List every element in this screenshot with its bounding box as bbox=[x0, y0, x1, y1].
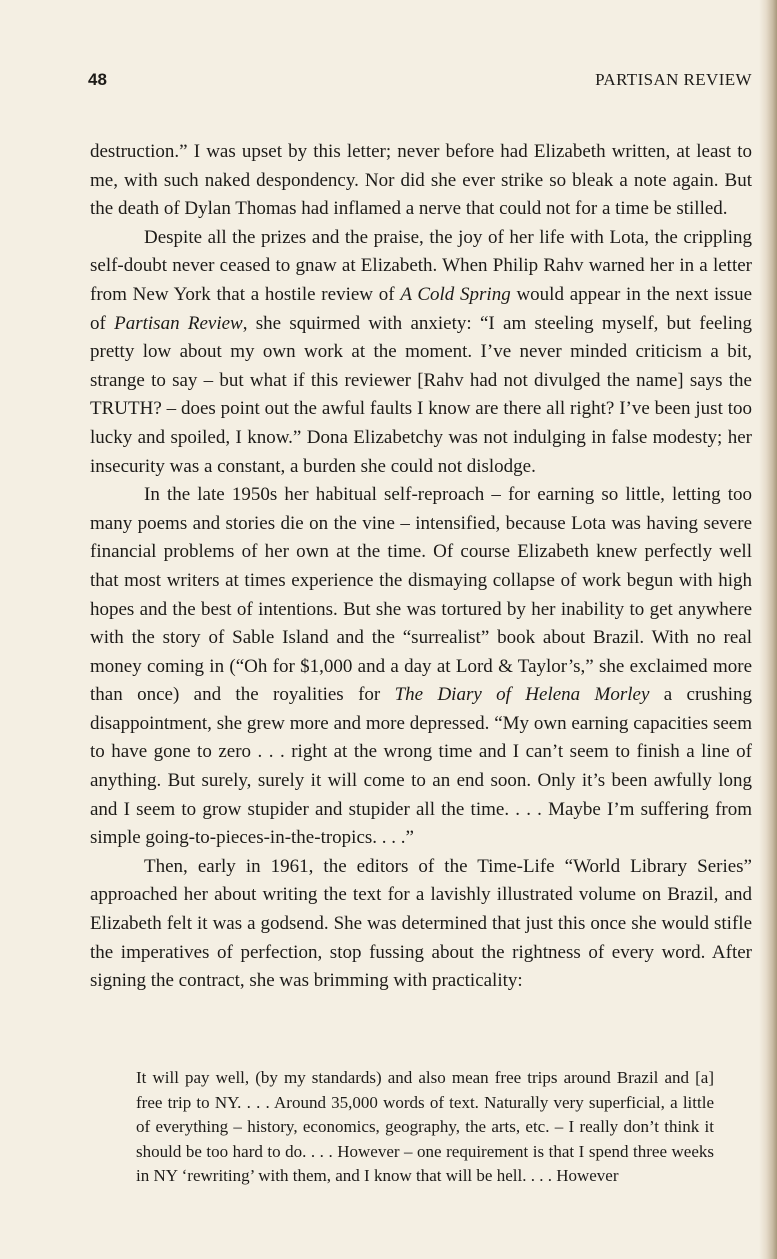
block-quote: It will pay well, (by my standards) and also mean free trips around Brazil and [a] free trip to NY. . . . Around 35,000 words of text. Naturally very superficial, a little of everything – history, economics, geography, the arts, etc. – I really don’t think it should be too hard to do. . . . However – one requirement is that I spend three weeks in NY ‘rewriting’ with them, and I know that will be hell. . . . However bbox=[136, 1068, 714, 1186]
text-run: In the late 1950s her habitual self-reproach – for earning so little, letting too many poems and stories die on the vine – intensified, because Lota was having severe financial problems of her own at the time. Of course Elizabeth knew perfectly well that most writers at times experience the dismaying collapse of work begun with high hopes and the best of intentions. But she was tortured by her inability to get anywhere with the story of Sable Island and the “surrealist” book about Brazil. With no real money coming in (“Oh for $1,000 and a day at Lord & Taylor’s,” she exclaimed more than once) and the royalities for bbox=[90, 484, 752, 706]
body-text bbox=[90, 138, 752, 996]
paragraph bbox=[90, 224, 752, 481]
italic-title: A Cold Spring bbox=[400, 283, 511, 305]
italic-title: Partisan Review bbox=[114, 312, 243, 334]
italic-title: The Diary of Helena Morley bbox=[394, 684, 650, 706]
paragraph bbox=[90, 138, 752, 224]
page-number: 48 bbox=[88, 70, 107, 89]
running-head: PARTISAN REVIEW bbox=[595, 70, 752, 89]
text-run: Then, early in 1961, the editors of the Time-Life “World Library Series” approached her about writing the text for a lavishly illustrated volume on Brazil, and Elizabeth felt it was a godsend. She was determined that just this once she would stifle the imperatives of perfection, stop fussing about the rightness of every word. After signing the contract, she was brimming with practicality: bbox=[90, 855, 752, 992]
paragraph bbox=[90, 481, 752, 853]
paragraph bbox=[90, 853, 752, 996]
text-run: destruction.” I was upset by this letter; never before had Elizabeth written, at least to me, with such naked despondency. Nor did she ever strike so bleak a note again. But the death of Dylan Thomas had inflamed a nerve that could not for a time be stilled. bbox=[90, 141, 752, 220]
text-run: Despite all the prizes and the praise, the joy of her life with Lota, the crippling self-doubt never ceased to gnaw at Elizabeth. When Philip Rahv warned her in a letter from New York that a hostile review of bbox=[90, 226, 752, 305]
text-run: would appear in the next issue of bbox=[90, 283, 752, 334]
text-run: , she squirmed with anxiety: “I am steeling myself, but feeling pretty low about my own work at the moment. I’ve never minded criticism a bit, strange to say – but what if this reviewer [Rahv had not divulged the name] says the TRUTH? – does point out the awful faults I know are there all right? I’ve been just too lucky and spoiled, I know.” Dona Elizabetchy was not indulging in false modesty; her insecurity was a constant, a burden she could not dislodge. bbox=[90, 312, 752, 477]
text-run: a crushing disappointment, she grew more and more depressed. “My own earning capacities seem to have gone to zero . . . right at the wrong time and I can’t seem to finish a line of anything. But surely, surely it will come to an end soon. Only it’s been awfully long and I seem to grow stupider and stupider all the time. . . . Maybe I’m suffering from simple going-to-pieces-in-the-tropics. . . .” bbox=[90, 684, 752, 849]
book-spine-shadow bbox=[759, 0, 777, 1259]
